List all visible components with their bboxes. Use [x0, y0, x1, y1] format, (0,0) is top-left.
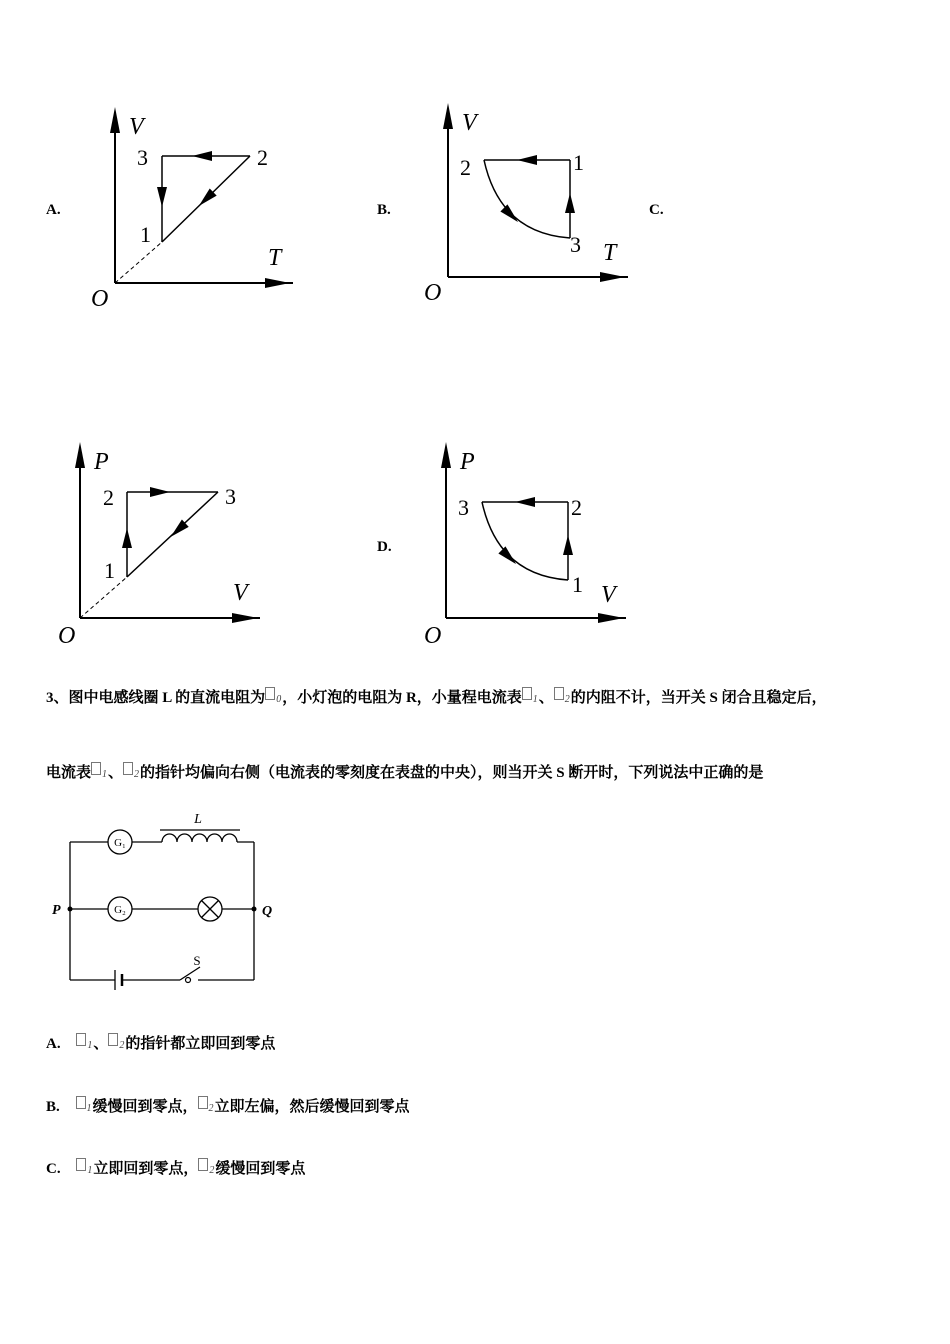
node-p-label: P: [52, 903, 61, 918]
arrow-3-1: [498, 546, 519, 567]
y-axis-arrow: [443, 103, 453, 129]
answer-text: 的指针都立即回到零点: [125, 1036, 276, 1052]
answer-c: [46, 1157, 305, 1178]
origin-label: O: [424, 280, 442, 306]
question-text: 3、图中电感线圈 L 的直流电阻为: [46, 690, 266, 706]
formula-placeholder-icon: [76, 1033, 86, 1046]
formula-placeholder-icon: [76, 1158, 86, 1171]
answer-label: B.: [46, 1099, 60, 1115]
origin-label: O: [424, 623, 442, 649]
question-line-1: [46, 686, 827, 707]
formula-subscript: 1: [87, 1165, 93, 1176]
arrow-2-3: [150, 487, 170, 497]
formula-subscript: 2: [208, 1103, 214, 1114]
arrow-1-2: [122, 528, 132, 548]
question-text: 电流表: [46, 765, 92, 781]
formula-placeholder-icon: [76, 1096, 86, 1109]
formula-subscript: 1: [532, 694, 538, 705]
axis-x-label: V: [233, 580, 248, 606]
x-axis-arrow: [600, 272, 625, 282]
origin-label: O: [58, 623, 76, 649]
vt-diagram-a: [85, 95, 305, 315]
formula-placeholder-icon: [123, 762, 133, 775]
axis-x-label: V: [601, 582, 616, 608]
separator: 、: [93, 1036, 109, 1052]
point-1: 1: [104, 558, 115, 583]
x-axis-arrow: [265, 278, 290, 288]
formula-placeholder-icon: [554, 687, 564, 700]
question-text: 的指针均偏向右侧（电流表的零刻度在表盘的中央），则当开关 S 断开时，下列说法中正确的是: [140, 765, 764, 781]
formula-subscript: 1: [102, 769, 108, 780]
g2-label: G₂: [114, 904, 126, 916]
arrow-2-3: [192, 151, 212, 161]
answer-label: A.: [46, 1036, 61, 1052]
node-p: [68, 907, 73, 912]
formula-placeholder-icon: [91, 762, 101, 775]
point-3: 3: [458, 495, 469, 520]
pv-diagram-c: [50, 430, 280, 650]
pv-diagram-d: [418, 430, 648, 650]
point-3: 3: [225, 484, 236, 509]
switch-contact: [186, 978, 191, 983]
option-b-label: B.: [377, 202, 391, 218]
formula-subscript: 2: [209, 1165, 215, 1176]
axis-y-label: P: [460, 449, 475, 475]
answer-label: C.: [46, 1161, 61, 1177]
g1-label: G₁: [114, 837, 126, 849]
arrow-1-2: [517, 155, 537, 165]
arrow-3-1: [157, 187, 167, 207]
switch-label: S: [193, 953, 201, 968]
option-c-label: C.: [649, 202, 664, 218]
question-text: ，小灯泡的电阻为 R，小量程电流表: [282, 690, 522, 706]
point-1: 1: [140, 222, 151, 247]
arrow-2-3: [515, 497, 535, 507]
arrow-1-2: [563, 535, 573, 555]
option-a-label: A.: [46, 202, 61, 218]
formula-placeholder-icon: [108, 1033, 118, 1046]
y-axis-arrow: [110, 107, 120, 133]
y-axis-arrow: [441, 442, 451, 468]
formula-placeholder-icon: [522, 687, 532, 700]
dashed-line: [80, 577, 127, 618]
formula-subscript: 0: [276, 694, 282, 705]
separator: 、: [108, 765, 124, 781]
separator: 、: [538, 690, 554, 706]
answer-b: [46, 1095, 410, 1116]
vt-diagram-b: [420, 95, 640, 315]
circuit-diagram: [40, 805, 290, 1000]
axis-y-label: V: [462, 110, 477, 136]
answer-text: 缓慢回到零点，: [92, 1099, 198, 1115]
x-axis-arrow: [598, 613, 624, 623]
answer-text: 立即左偏，然后缓慢回到零点: [214, 1099, 410, 1115]
node-q-label: Q: [262, 904, 273, 919]
arrow-3-1: [565, 193, 575, 213]
point-2: 2: [257, 145, 268, 170]
point-3: 3: [137, 145, 148, 170]
formula-placeholder-icon: [198, 1096, 208, 1109]
formula-subscript: 1: [87, 1040, 93, 1051]
answer-text: 立即回到零点，: [93, 1161, 199, 1177]
x-axis-arrow: [232, 613, 258, 623]
formula-placeholder-icon: [198, 1158, 208, 1171]
point-2: 2: [571, 495, 582, 520]
point-1: 1: [572, 572, 583, 597]
option-d-label: D.: [377, 539, 392, 555]
curve-2-3: [484, 160, 570, 238]
point-2: 2: [103, 485, 114, 510]
point-2: 2: [460, 155, 471, 180]
question-text: 的内阻不计，当开关 S 闭合且稳定后，: [570, 690, 827, 706]
origin-label: O: [91, 286, 109, 312]
dashed-line: [115, 242, 162, 283]
axis-y-label: V: [129, 114, 144, 140]
formula-subscript: 1: [86, 1103, 92, 1114]
point-3: 3: [570, 232, 581, 257]
axis-x-label: T: [268, 245, 282, 271]
inductor-label: L: [194, 812, 202, 827]
point-1: 1: [573, 150, 584, 175]
node-q: [252, 907, 257, 912]
formula-subscript: 2: [119, 1040, 125, 1051]
axis-y-label: P: [94, 449, 109, 475]
arrow-2-3: [500, 204, 521, 225]
formula-subscript: 2: [564, 694, 570, 705]
answer-a: [46, 1032, 275, 1053]
formula-placeholder-icon: [265, 687, 275, 700]
formula-subscript: 2: [134, 769, 140, 780]
axis-x-label: T: [603, 240, 617, 266]
curve-3-1: [482, 502, 568, 580]
inductor-coil: [162, 834, 237, 842]
question-line-2: [46, 761, 763, 782]
y-axis-arrow: [75, 442, 85, 468]
answer-text: 缓慢回到零点: [215, 1161, 306, 1177]
